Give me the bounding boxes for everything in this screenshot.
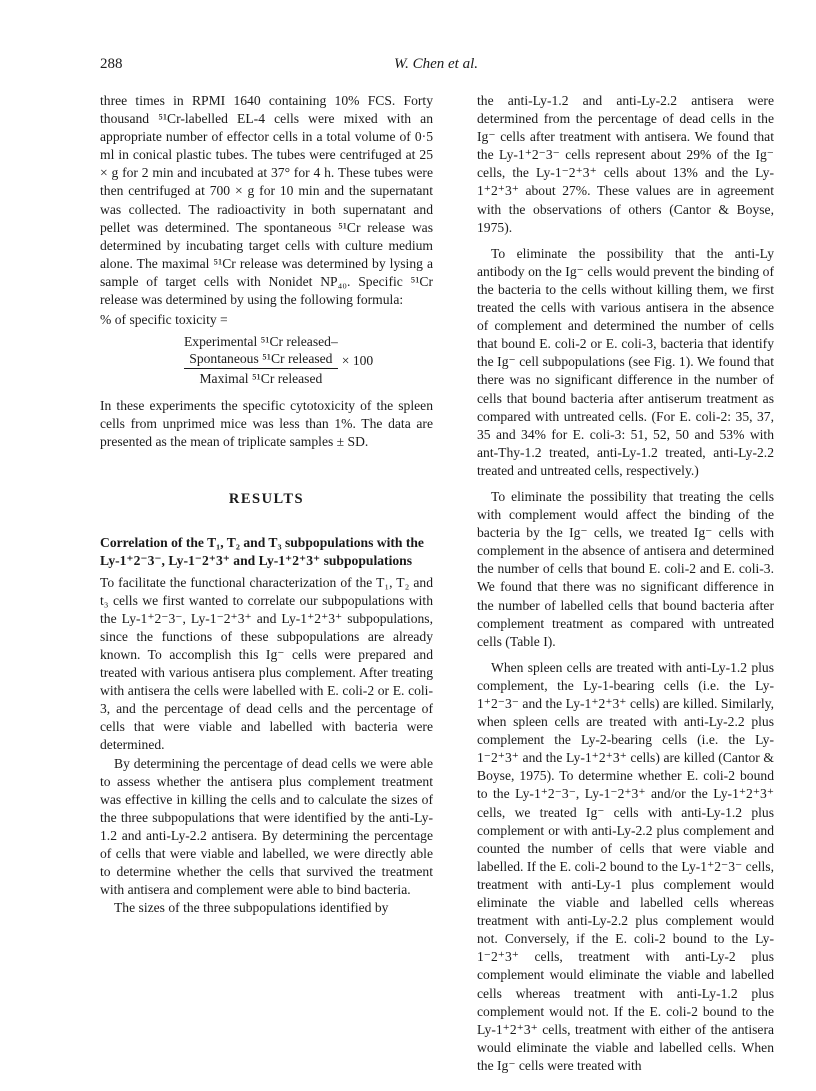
subsection-heading: Correlation of the T₁, T₂ and T₃ subpopulations with the Ly-1⁺2⁻3⁻, Ly-1⁻2⁺3⁺ and Ly-1⁺2⁺3⁺ subpopulations [100, 534, 424, 568]
results-paragraph-3-continued: the anti-Ly-1.2 and anti-Ly-2.2 antisera were determined from the percentage of dead cells in the Ig⁻ cells after treatment with antisera. We found that the Ly-1⁺2⁻3⁻ cells represent about 29% of the Ig⁻ cells, the Ly-1⁻2⁺3⁺ cells about 13% and the Ly-1⁺2⁺3⁺ about 27%. These values are in agreement with the observations of others (Cantor & Boyse, 1975). [477, 93, 774, 235]
formula-lhs: % of specific toxicity = [100, 312, 228, 328]
page-header [100, 56, 772, 76]
formula-denominator: Maximal ⁵¹Cr released [199, 371, 323, 387]
formula-multiplier: × 100 [341, 353, 374, 369]
methods-paragraph: three times in RPMI 1640 containing 10% FCS. Forty thousand ⁵¹Cr-labelled EL-4 cells were mixed with an appropriate number of effector cells in a total volume of 0·5 ml in conical plastic tubes. The tubes were centrifuged at 25 × g for 2 min and incubated at 37° for 4 h. These tubes were then centrifuged at 700 × g for 10 min and the supernatant was collected. The radioactivity in both supernatant and pellet was determined. The spontaneous ⁵¹Cr release was determined by incubating target cells with culture medium alone. The maximal ⁵¹Cr release was determined by lysing a sample of target cells with Nonidet NP₄₀. Specific ⁵¹Cr release was determined by using the following formula: [100, 93, 433, 308]
complement-binding-paragraph: To eliminate the possibility that treating the cells with complement would affect the binding of the bacteria by the Ig⁻ cells, we treated Ig⁻ cells with complement in the absence of antisera and determined the number of cells that bound E. coli-2 and E. coli-3. We found that there was no significant difference in the number of labelled cells that bound bacteria after complement treatment as compared with untreated cells (Table I). [477, 488, 774, 649]
results-paragraph-3-start: The sizes of the three subpopulations identified by [114, 900, 389, 916]
antibody-binding-paragraph: To eliminate the possibility that the anti-Ly antibody on the Ig⁻ cells would prevent the binding of the bacteria to the cells without killing them, we first treated the cells with various antisera in the absence of complement and determined the number of cells that bound E. coli-2 or E. coli-3, bacteria that identify the Ig⁻ cell subpopulations (see Fig. 1). We found that there was no significant difference in the number of cells that bound bacteria after antiserum treatment as compared with untreated cells. (For E. coli-2: 35, 37, 35 and 34% for E. coli-3: 51, 52, 50 and 53% with ant-Thy-1.2 treated, anti-Ly-1.2 treated, anti-Ly-2.2 treated and untreated cells, respectively.) [477, 245, 774, 478]
right-column [477, 92, 774, 1075]
toxicity-formula [100, 311, 433, 387]
page-number: 288 [100, 56, 123, 72]
ly-treatment-paragraph: When spleen cells are treated with anti-Ly-1.2 plus complement, the Ly-1-bearing cells (i.e. the Ly-1⁺2⁻3⁻ and the Ly-1⁺2⁺3⁺ cells) are killed. Similarly, when spleen cells are treated with anti-Ly-2.2 plus complement the Ly-2-bearing cells (i.e. the Ly-1⁻2⁺3⁺ and the Ly-1⁺2⁺3⁺ cells) are killed (Cantor & Boyse, 1975). To determine whether E. coli-2 bound to the Ly-1⁺2⁻3⁻, Ly-1⁻2⁺3⁺ and/or the Ly-1⁺2⁺3⁺ cells, we treated Ig⁻ cells with anti-Ly-1.2 plus complement or with anti-Ly-2.2 plus complement and counted the number of cells that were viable and labelled. If the E. coli-2 bound to the Ly-1⁺2⁻3⁻ cells, treatment with anti-Ly-1 plus complement would eliminate the viable and labelled cells whereas treatment with anti-Ly-2.2 plus complement would not. Conversely, if the E. coli-2 bound to the Ly-1⁻2⁺3⁺ cells, treatment with anti-Ly-2 plus complement would eliminate the viable and labelled cells whereas treatment with anti-Ly-1.2 plus complement would not. If the E. coli-2 bound to the Ly-1⁺2⁺3⁺ cells, treatment with either of the antisera would eliminate the viable and labelled cells. When the Ig⁻ cells were treated with [477, 659, 774, 1073]
fraction-bar [184, 368, 338, 369]
formula-numerator-line-1: Experimental ⁵¹Cr released– [184, 334, 338, 350]
results-paragraph-2: By determining the percentage of dead cells we were able to assess whether the antisera plus complement treatment was effective in killing the cells and to calculate the sizes of the three subpopulations that were identified by the anti-Ly-1.2 and anti-Ly-2.2 antisera. By determining the percentage of cells that were viable and labelled, we were directly able to determine whether the cells that survived the treatment with antisera and complement were able to bind bacteria. [100, 755, 433, 898]
cytotoxicity-paragraph: In these experiments the specific cytotoxicity of the spleen cells from unprimed mice was less than 1%. The data are presented as the mean of triplicate samples ± SD. [100, 398, 433, 450]
formula-numerator-line-2: Spontaneous ⁵¹Cr released [189, 351, 333, 367]
formula-fraction [184, 333, 338, 387]
left-column [100, 92, 433, 917]
section-title-results: RESULTS [228, 490, 305, 507]
results-paragraph-1: To facilitate the functional characterization of the T₁, T₂ and t₃ cells we first wanted to correlate our subpopulations with the Ly-1⁺2⁻3⁻, Ly-1⁻2⁺3⁺ and Ly-1⁺2⁺3⁺ subpopulations, since the functions of these subpopulations are already known. To accomplish this Ig⁻ cells were prepared and treated with various antisera plus complement. After treating with antisera the cells were labelled with E. coli-2 or E. coli-3, and the percentage of dead cells and the percentage of cells that were viable and labelled with bacteria were determined. [100, 574, 433, 753]
running-head: W. Chen et al. [393, 56, 479, 72]
